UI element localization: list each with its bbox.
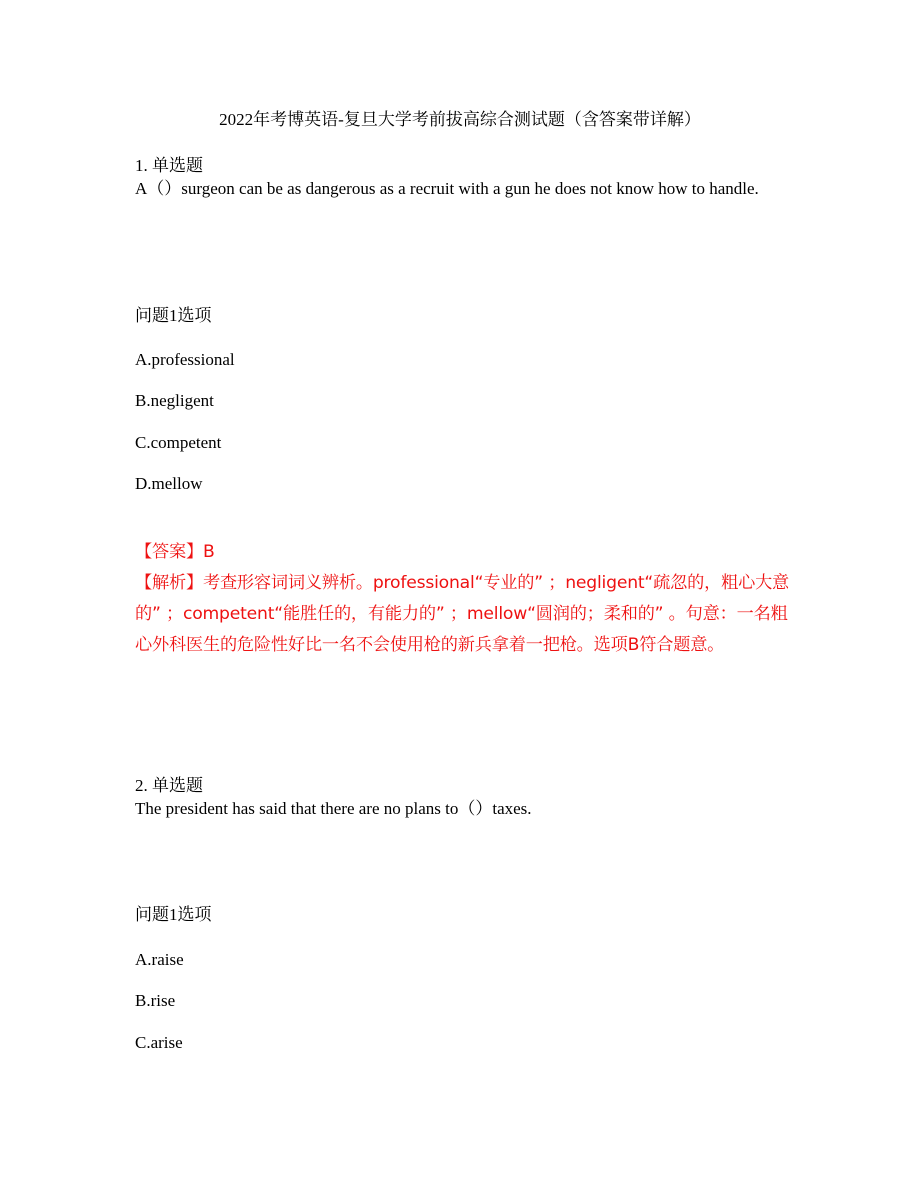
question-2-heading: 2. 单选题 [135, 776, 203, 795]
question-1-option-b: B.negligent [135, 391, 214, 410]
question-2 [135, 774, 785, 820]
question-1-explanation: 【解析】考查形容词词义辨析。professional“专业的” ；negligent“疏忽的，粗心大意的” ；competent“能胜任的，有能力的” ；mellow“圆润的；柔和的” 。句意：一名粗心外科医生的危险性好比一名不会使用枪的新兵拿着一把枪。选项B符合题意。 [135, 573, 790, 655]
question-2-option-a: A.raise [135, 950, 184, 969]
document-title: 2022年考博英语-复旦大学考前拔高综合测试题（含答案带详解） [219, 110, 701, 129]
question-1-answer: 【答案】B [135, 542, 215, 562]
question-1-heading: 1. 单选题 [135, 156, 203, 175]
question-2-options-label: 问题1选项 [135, 905, 212, 924]
question-1-option-c: C.competent [135, 433, 222, 452]
question-1-answer-block [135, 537, 795, 661]
question-1-stem: A（）surgeon can be as dangerous as a recruit with a gun he does not know how to handle. [135, 179, 759, 198]
question-1-option-d: D.mellow [135, 474, 203, 493]
question-2-stem: The president has said that there are no plans to（）taxes. [135, 799, 532, 818]
question-2-option-b: B.rise [135, 991, 176, 1010]
question-1 [135, 154, 785, 200]
question-2-option-c: C.arise [135, 1033, 183, 1052]
question-1-options-label: 问题1选项 [135, 306, 212, 325]
question-1-option-a: A.professional [135, 350, 235, 369]
